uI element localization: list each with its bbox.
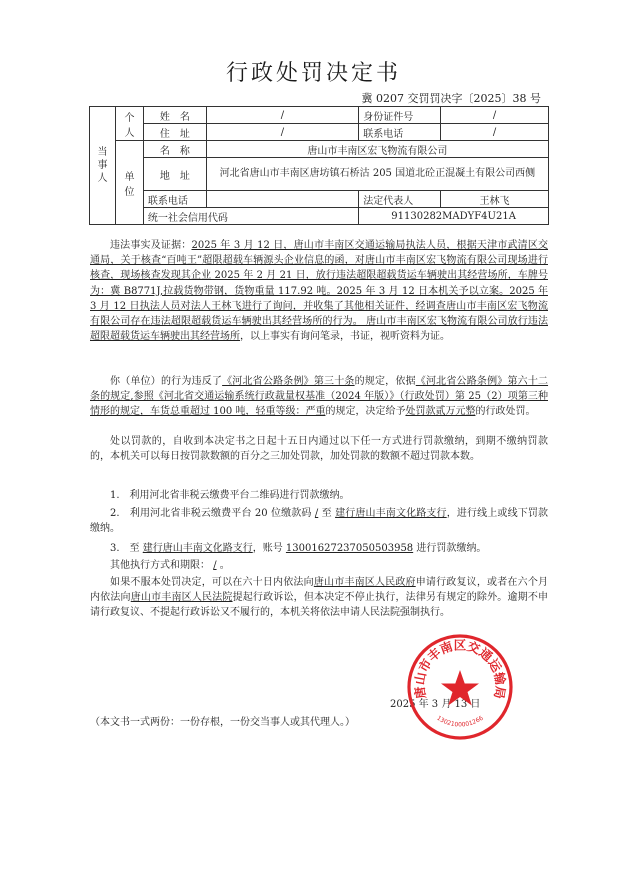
party-info-table [89, 106, 549, 225]
facts-paragraph [90, 238, 548, 344]
credit-code-label: 统一社会信用代码 [143, 208, 358, 225]
facts-text: 2025 年 3 月 12 日，唐山市丰南区交通运输局执法人员，根据天津市武清区交通局，关于核查“百吨王”超限超载车辆源头企业信息的函，对唐山市丰南区宏飞物流有限公司现场进行核查，现场核查发现其企业 2025 年 2 月 21 日，放行违法超限超载货运车辆驶出其经营场所，车牌号为：冀 B8771J,拉载货物带钢，货物重量 117.92 吨。2025 年 3 月 12 日本机关予以立案。2025 年 3 月 12 日执法人员对法人王林飞进行了询问，并收集了其他相关证件，经调查唐山市丰南区宏飞物流有限公司存在违法超限超载货运车辆驶出其经营场所的行为。 唐山市丰南区宏飞物流有限公司放行违法超限超载货运车辆驶出其经营场所 [90, 240, 549, 343]
violation-text-1: 你（单位）的行为违反了 [110, 376, 223, 387]
phone-value: / [441, 124, 549, 141]
violation-text-2: 的规定，依据 [354, 376, 416, 387]
address-value: / [206, 124, 358, 141]
individual-label: 个人 [115, 107, 143, 141]
unit-address-value: 河北省唐山市丰南区唐坊镇石桥沽 205 国道北砼正混凝土有限公司西侧 [206, 158, 548, 191]
violation-text-4: 的行政处罚。 [475, 406, 536, 418]
copy-note: （本文书一式两份：一份存根，一份交当事人或其代理人。） [90, 717, 355, 728]
other-execution: 其他执行方式和期限： / 。 [110, 560, 230, 571]
legal-rep-value: 王林飞 [441, 191, 549, 208]
seal-code: 1302100001266 [435, 714, 485, 729]
payment-bank: 建行唐山丰南文化路支行 [335, 508, 447, 519]
review-authority: 唐山市丰南区人民政府 [313, 577, 416, 588]
document-title: 行政处罚决定书 [225, 61, 401, 86]
legal-rep-label: 法定代表人 [359, 191, 441, 208]
payment-code: / [314, 508, 319, 519]
address-label: 住 址 [143, 124, 206, 141]
facts-tail: ，以上事实有询问笔录，书证，视听资料为证。 [240, 331, 450, 343]
unit-name-label: 名 称 [143, 141, 206, 158]
id-label: 身份证件号 [359, 107, 441, 124]
unit-phone-value [206, 191, 358, 208]
court: 唐山市丰南区人民法院 [130, 592, 233, 604]
name-value: / [206, 107, 358, 124]
decision-date: 2025 年 3 月 13 日 [390, 699, 481, 710]
payment-account: 13001627237050503958 [285, 543, 414, 554]
payment-method-2: 2. 利用河北省非税云缴费平台 20 位缴款码 / 至 建行唐山丰南文化路支行，进行线上或线下罚款缴纳。 [90, 508, 549, 535]
violation-paragraph [90, 374, 548, 420]
payment-intro: 处以罚款的，自收到本决定书之日起十五日内通过以下任一方式进行罚款缴纳，到期不缴纳罚款的，本机关可以每日按罚款数额的百分之三加处罚款，加处罚款的数额不超过罚款本数。 [90, 436, 548, 463]
unit-phone-label: 联系电话 [143, 191, 206, 208]
unit-name-value: 唐山市丰南区宏飞物流有限公司 [206, 141, 548, 158]
penalty-amount: 处罚款贰万元整 [405, 406, 476, 418]
unit-address-label: 地 址 [143, 158, 206, 191]
payment-method-3: 3. 至 建行唐山丰南文化路支行，账号 13001627237050503958 进行罚款缴纳。 [110, 543, 487, 554]
credit-code-value: 91130282MADYF4U21A [359, 208, 549, 225]
facts-lead: 违法事实及证据： [110, 240, 192, 251]
unit-label: 单位 [115, 141, 143, 225]
payment-method-1: 1. 利用河北省非税云缴费平台二维码进行罚款缴纳。 [110, 490, 350, 501]
party-label: 当事人 [90, 107, 116, 225]
star-icon [441, 670, 479, 706]
violated-law: 《河北省公路条例》第三十条 [222, 376, 355, 387]
appeal-paragraph: 如果不服本处罚决定，可以在六十日内依法向唐山市丰南区人民政府申请行政复议，或者在六个月内依法向唐山市丰南区人民法院提起行政诉讼，但本决定不停止执行，法律另有规定的除外。逾期不申请行政复议、不提起行政诉讼又不履行的，本机关将依法申请人民法院强制执行。 [90, 577, 549, 619]
payment-bank-2: 建行唐山丰南文化路支行 [142, 543, 253, 554]
document-number: 冀 0207 交罚罚决字〔2025〕38 号 [361, 92, 541, 105]
basis-law: 《河北省公路条例》第六十二条的规定,参照《河北省交通运输系统行政裁量权基准（2024 年版）》（行政处罚）第 25（2）项第三种情形的规定，车货总重超过 100 吨，轻重等级：严重 [90, 376, 549, 418]
name-label: 姓 名 [143, 107, 206, 124]
phone-label: 联系电话 [359, 124, 441, 141]
violation-text-3: 的规定，决定给予 [325, 406, 406, 418]
seal-text: 唐山市丰南区交通运输局 [411, 637, 509, 701]
official-seal [405, 632, 515, 742]
id-value: / [441, 107, 549, 124]
